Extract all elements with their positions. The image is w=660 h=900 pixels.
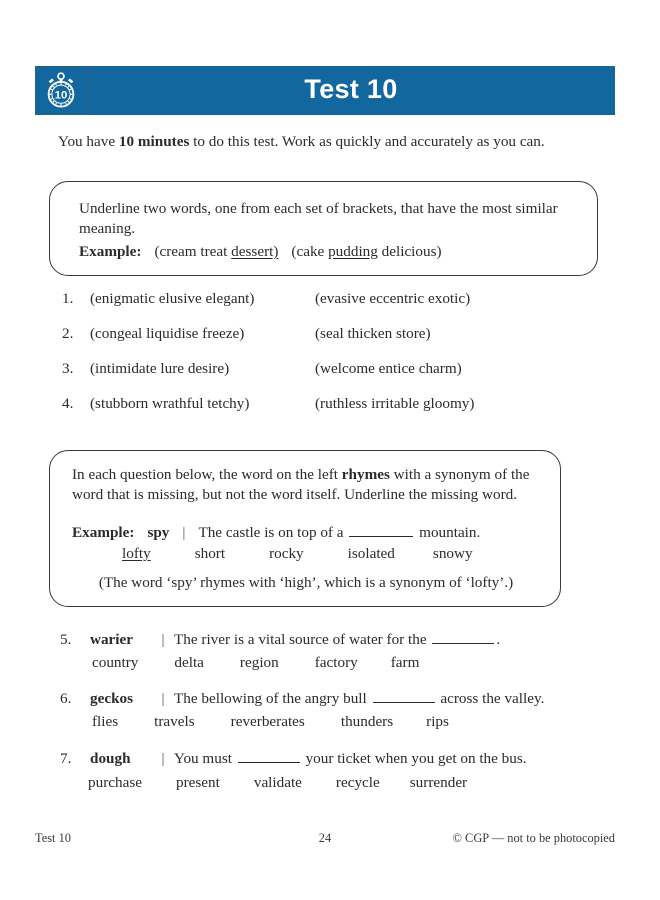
question-2-bracket-left[interactable]: (congeal liquidise freeze) xyxy=(90,325,245,342)
intro-duration: 10 minutes xyxy=(118,133,190,150)
instruction-2-pre: In each question below, the word on the left xyxy=(72,466,342,483)
question-7-blank xyxy=(238,749,300,763)
question-1-bracket-right[interactable]: (evasive eccentric exotic) xyxy=(315,290,471,307)
example-label-2: Example: xyxy=(72,524,135,541)
example-sentence-post: mountain. xyxy=(415,524,481,541)
example-separator-bar: | xyxy=(182,524,186,541)
question-number-5: 5. xyxy=(60,631,72,648)
instruction-text-1: Underline two words, one from each set of brackets, that have the most similar meaning. xyxy=(79,200,558,237)
question-7-option-5[interactable]: surrender xyxy=(409,774,468,791)
example-option-5[interactable]: snowy xyxy=(432,545,473,562)
question-5-sentence-post: . xyxy=(496,631,501,648)
instruction-text-2 xyxy=(72,465,542,505)
question-7-option-3[interactable]: validate xyxy=(253,774,302,791)
question-6-sentence-post: across the valley. xyxy=(436,690,545,707)
footer-test-label: Test 10 xyxy=(35,831,71,845)
example-group-2-post: delicious) xyxy=(377,243,442,260)
question-5-option-1[interactable]: country xyxy=(92,654,139,671)
question-7-sentence-post: your ticket when you get on the bus. xyxy=(301,750,527,767)
example-group-2-pre: (cake xyxy=(291,243,329,260)
question-5-option-4[interactable]: factory xyxy=(314,654,358,671)
example-blank xyxy=(349,523,413,537)
question-7-cue-word: dough xyxy=(90,750,131,767)
example-option-4[interactable]: isolated xyxy=(347,545,395,562)
example-group-2-answer: pudding xyxy=(328,243,378,260)
question-4-bracket-right[interactable]: (ruthless irritable gloomy) xyxy=(315,395,475,412)
question-number-1: 1. xyxy=(62,290,74,307)
example-line-2 xyxy=(72,523,480,542)
example-cue-word: spy xyxy=(147,524,170,541)
question-row-1[interactable] xyxy=(62,290,470,308)
instruction-box-rhymes xyxy=(49,450,561,607)
question-4-bracket-left[interactable]: (stubborn wrathful tetchy) xyxy=(90,395,250,412)
question-number-2: 2. xyxy=(62,325,74,342)
question-5-blank xyxy=(432,630,494,644)
example-option-2[interactable]: short xyxy=(194,545,226,562)
test-header-bar xyxy=(35,66,615,115)
question-6-options xyxy=(92,713,449,731)
question-7-option-1[interactable]: purchase xyxy=(88,774,142,791)
example-options-row xyxy=(72,545,473,563)
example-line-1 xyxy=(79,242,442,262)
question-6-option-2[interactable]: travels xyxy=(154,713,195,730)
question-row-5 xyxy=(60,630,500,649)
question-row-3[interactable] xyxy=(62,360,462,378)
question-5-option-2[interactable]: delta xyxy=(174,654,204,671)
example-sentence-pre: The castle is on top of a xyxy=(198,524,348,541)
example-explanation-note: (The word ‘spy’ rhymes with ‘high’, which is a synonym of ‘lofty’.) xyxy=(98,574,514,591)
question-5-cue-word: warier xyxy=(90,631,134,648)
intro-text-before: You have xyxy=(58,133,119,150)
question-row-2[interactable] xyxy=(62,325,431,343)
question-1-bracket-left[interactable]: (enigmatic elusive elegant) xyxy=(90,290,255,307)
page-title: Test 10 xyxy=(304,74,398,104)
question-6-option-1[interactable]: flies xyxy=(92,713,119,730)
question-7-sentence-pre: You must xyxy=(174,750,236,767)
question-6-option-3[interactable]: reverberates xyxy=(230,713,305,730)
instruction-box-synonyms xyxy=(49,181,598,276)
question-3-bracket-left[interactable]: (intimidate lure desire) xyxy=(90,360,230,377)
question-row-7 xyxy=(60,749,527,768)
question-number-7: 7. xyxy=(60,750,72,767)
page-footer xyxy=(35,831,615,851)
stopwatch-icon xyxy=(35,66,87,115)
question-5-options xyxy=(92,654,419,672)
footer-page-number: 24 xyxy=(318,831,332,845)
question-number-3: 3. xyxy=(62,360,74,377)
question-7-option-4[interactable]: recycle xyxy=(335,774,380,791)
question-5-separator-bar: | xyxy=(161,631,165,648)
question-7-options xyxy=(88,774,467,792)
question-6-blank xyxy=(373,689,435,703)
question-5-option-5[interactable]: farm xyxy=(390,654,420,671)
question-3-bracket-right[interactable]: (welcome entice charm) xyxy=(315,360,462,377)
intro-text-after: to do this test. Work as quickly and accurately as you can. xyxy=(189,133,545,150)
footer-copyright: © CGP — not to be photocopied xyxy=(452,831,615,845)
question-6-option-5[interactable]: rips xyxy=(426,713,449,730)
question-5-sentence-pre: The river is a vital source of water for the xyxy=(174,631,431,648)
example-group-1-answer: dessert) xyxy=(231,243,279,260)
question-6-cue-word: geckos xyxy=(90,690,134,707)
question-number-6: 6. xyxy=(60,690,72,707)
question-7-separator-bar: | xyxy=(161,750,165,767)
example-label-1: Example: xyxy=(79,243,142,260)
question-6-option-4[interactable]: thunders xyxy=(340,713,394,730)
instruction-2-bold: rhymes xyxy=(341,466,390,483)
question-number-4: 4. xyxy=(62,395,74,412)
stopwatch-icon-number: 10 xyxy=(54,89,68,102)
example-option-1[interactable]: lofty xyxy=(122,545,151,562)
question-7-option-2[interactable]: present xyxy=(175,774,220,791)
question-6-separator-bar: | xyxy=(161,690,165,707)
instruction-2-post: with a synonym of the word that is missing, but not the word itself. Underline the missing word. xyxy=(72,466,530,503)
example-group-1-pre: (cream treat xyxy=(154,243,232,260)
example-option-3[interactable]: rocky xyxy=(269,545,304,562)
question-row-4[interactable] xyxy=(62,395,474,413)
question-6-sentence-pre: The bellowing of the angry bull xyxy=(174,690,371,707)
question-2-bracket-right[interactable]: (seal thicken store) xyxy=(315,325,431,342)
question-row-6 xyxy=(60,689,544,708)
question-5-option-3[interactable]: region xyxy=(239,654,279,671)
test-instructions-line xyxy=(58,133,545,151)
